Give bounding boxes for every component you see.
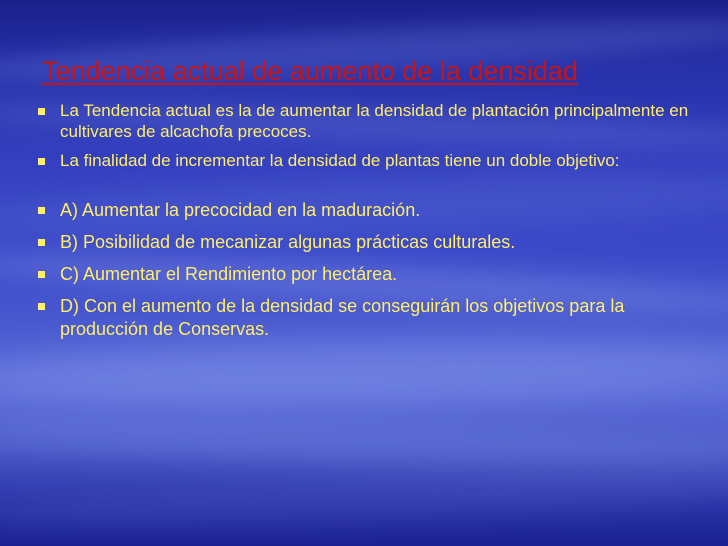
bullet-text: D) Con el aumento de la densidad se conseguirán los objetivos para la producción de Conservas. bbox=[60, 296, 625, 339]
square-bullet-icon bbox=[38, 271, 45, 278]
list-item bbox=[0, 295, 728, 341]
list-item bbox=[0, 100, 728, 142]
square-bullet-icon bbox=[38, 158, 45, 165]
slide-title: Tendencia actual de aumento de la densidad bbox=[42, 56, 578, 86]
square-bullet-icon bbox=[38, 303, 45, 310]
bullet-list bbox=[0, 100, 728, 341]
bullet-text: B) Posibilidad de mecanizar algunas prácticas culturales. bbox=[60, 232, 516, 252]
background-streak bbox=[0, 333, 728, 407]
square-bullet-icon bbox=[38, 108, 45, 115]
list-item bbox=[0, 231, 728, 254]
background-streak bbox=[0, 466, 728, 535]
bullet-text: La Tendencia actual es la de aumentar la densidad de plantación principalmente en cultivares de alcachofa precoces. bbox=[60, 101, 689, 141]
bullet-text: A) Aumentar la precocidad en la maduración. bbox=[60, 200, 421, 220]
square-bullet-icon bbox=[38, 207, 45, 214]
list-item bbox=[0, 150, 728, 171]
list-item bbox=[0, 199, 728, 222]
bullet-text: La finalidad de incrementar la densidad de plantas tiene un doble objetivo: bbox=[60, 151, 620, 170]
square-bullet-icon bbox=[38, 239, 45, 246]
background-streak bbox=[0, 406, 728, 480]
bullet-text: C) Aumentar el Rendimiento por hectárea. bbox=[60, 264, 398, 284]
list-item bbox=[0, 263, 728, 286]
